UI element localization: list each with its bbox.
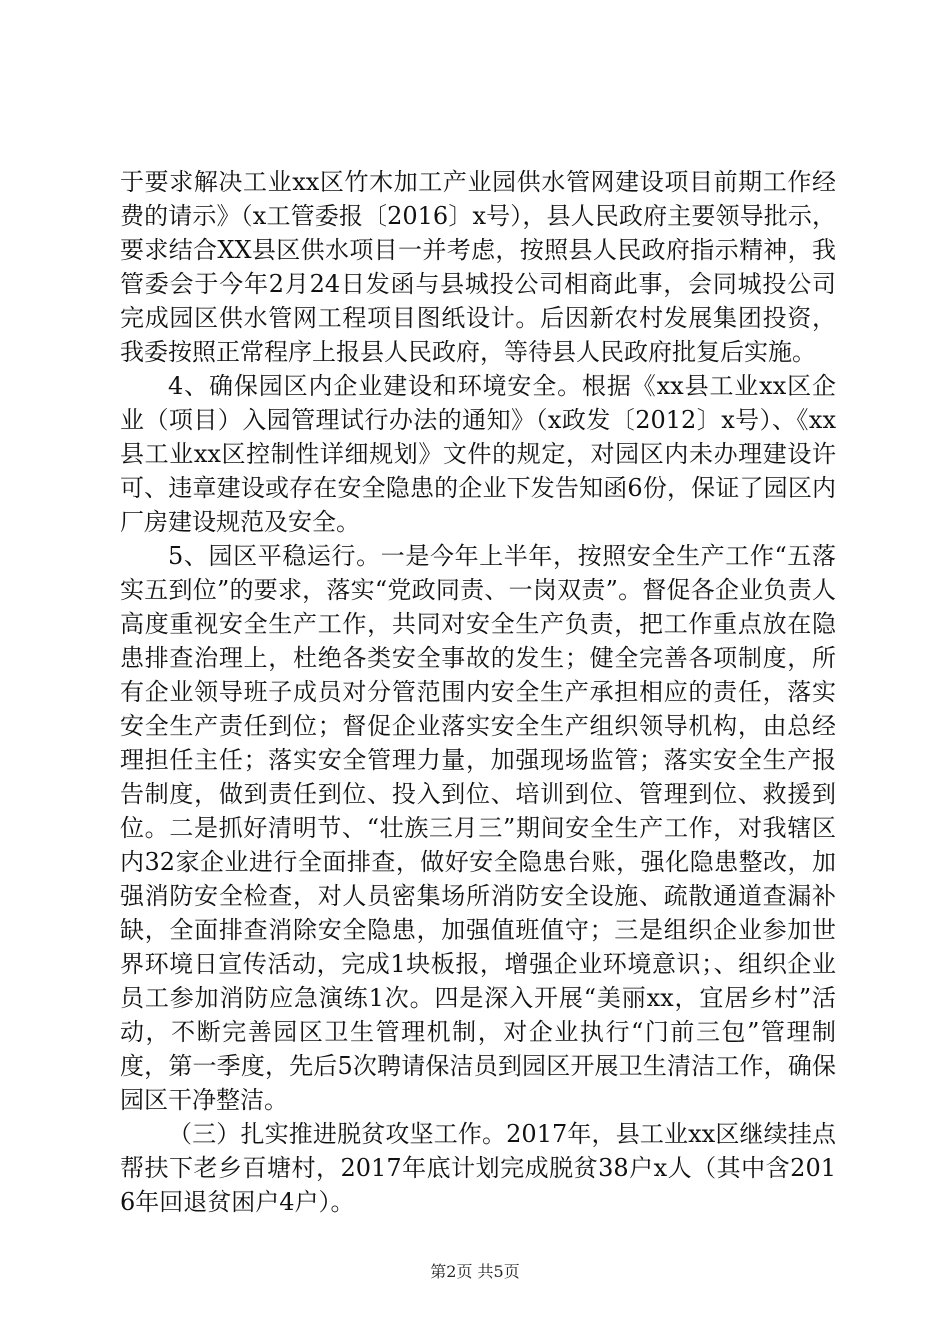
paragraph-section-3: （三）扎实推进脱贫攻坚工作。2017年，县工业xx区继续挂点帮扶下老乡百塘村，2017年底计划完成脱贫38户x人（其中含2016年回退贫困户4户）。 — [120, 1120, 836, 1216]
document-body — [120, 165, 836, 1219]
paragraph-item-5: 5、园区平稳运行。一是今年上半年，按照安全生产工作“五落实五到位”的要求，落实“党政同责、一岗双责”。督促各企业负责人高度重视安全生产工作，共同对安全生产负责，把工作重点放在隐患排查治理上，杜绝各类安全事故的发生；健全完善各项制度，所有企业领导班子成员对分管范围内安全生产承担相应的责任，落实安全生产责任到位；督促企业落实安全生产组织领导机构，由总经理担任主任；落实安全管理力量，加强现场监管；落实安全生产报告制度，做到责任到位、投入到位、培训到位、管理到位、救援到位。二是抓好清明节、“壮族三月三”期间安全生产工作，对我辖区内32家企业进行全面排查，做好安全隐患台账，强化隐患整改，加强消防安全检查，对人员密集场所消防安全设施、疏散通道查漏补缺，全面排查消除安全隐患，加强值班值守；三是组织企业参加世界环境日宣传活动，完成1块板报，增强企业环境意识；、组织企业员工参加消防应急演练1次。四是深入开展“美丽xx，宜居乡村”活动，不断完善园区卫生管理机制，对企业执行“门前三包”管理制度，第一季度，先后5次聘请保洁员到园区开展卫生清洁工作，确保园区干净整洁。 — [120, 542, 836, 1114]
page-number-footer: 第2页 共5页 — [430, 1262, 520, 1281]
paragraph-item-4: 4、确保园区内企业建设和环境安全。根据《xx县工业xx区企业（项目）入园管理试行办法的通知》（x政发〔2012〕x号）、《xx县工业xx区控制性详细规划》文件的规定，对园区内未办理建设许可、违章建设或存在安全隐患的企业下发告知函6份，保证了园区内厂房建设规范及安全。 — [120, 372, 836, 536]
paragraph-continuation: 于要求解决工业xx区竹木加工产业园供水管网建设项目前期工作经费的请示》（x工管委报〔2016〕x号），县人民政府主要领导批示，要求结合XX县区供水项目一并考虑，按照县人民政府指示精神，我管委会于今年2月24日发函与县城投公司相商此事，会同城投公司完成园区供水管网工程项目图纸设计。后因新农村发展集团投资，我委按照正常程序上报县人民政府，等待县人民政府批复后实施。 — [120, 168, 836, 366]
